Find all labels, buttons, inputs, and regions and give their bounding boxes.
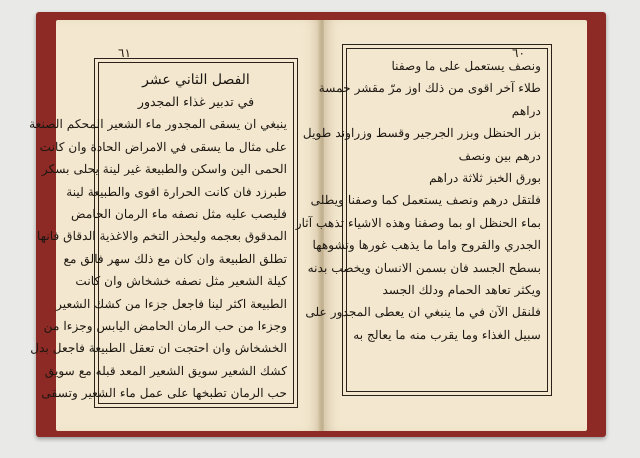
text-line: طبرزد فان كانت الحرارة اقوى والطبيعة لينة — [66, 184, 287, 199]
chapter-subheading: في تدبير غذاء المجدور — [137, 94, 255, 109]
text-line: المدقوق بعجمه وليحذر التخم والاغذية الدقاق فانها — [37, 229, 287, 244]
text-line: فليصب عليه مثل نصفه ماء الرمان الحامض — [70, 207, 287, 222]
text-line: الجدري والقروح واما ما يذهب غورها وتشوهها — [312, 238, 541, 253]
text-line: بورق الخبز ثلاثة دراهم — [429, 171, 541, 186]
text-line: ونصف يستعمل على ما وصفنا — [391, 59, 541, 73]
text-line: كشك الشعير سويق الشعير المعد قبله مع سويق — [44, 363, 287, 378]
text-line: بسطح الجسد فان بسمن الانسان ويخصب بدنه — [307, 260, 541, 275]
text-line: بزر الحنظل وبزر الجرجير وقسط وزراوند طويل — [302, 126, 541, 141]
text-line: ويكثر تعاهد الحمام ودلك الجسد — [382, 283, 541, 298]
page-text — [29, 69, 287, 401]
text-line: الحمى الين واسكن والطبيعة غير لينة يحلى بسكر — [41, 162, 287, 177]
text-line: وجزءا من حب الرمان الحامض اليابس وجزءا من — [43, 319, 287, 334]
text-line: دراهم — [511, 103, 541, 118]
text-frame — [295, 44, 552, 396]
text-line: تطلق الطبيعة وان كان مع ذلك سهر فالق مع — [63, 251, 287, 266]
text-line: الطبيعة اكثر لينا فاجعل جزءا من كشك الشعير — [56, 296, 287, 311]
text-line: ينبغي ان يسقى المجدور ماء الشعير المحكم الصنعة — [29, 117, 287, 132]
text-line: حب الرمان تطبخها على عمل ماء الشعير وتسقى — [41, 386, 287, 401]
text-line: درهم بين ونصف — [458, 148, 541, 163]
right-page — [295, 20, 587, 431]
text-line: بماء الحنظل او بما وصفنا وهذه الاشياء تذهب آثار — [295, 215, 541, 230]
page-text — [295, 55, 541, 387]
chapter-heading: الفصل الثاني عشر — [142, 72, 250, 88]
text-line: الخشخاش وان احتجت ان تعقل الطبيعة فاجعل بدل — [30, 341, 287, 356]
text-line: كيلة الشعير مثل نصفه خشخاش وان كانت — [75, 274, 287, 289]
text-line: فلتقل درهم ونصف يستعمل كما وصفنا ويطلى — [310, 193, 541, 208]
text-frame — [29, 58, 298, 408]
text-line: فلنقل الآن في ما ينبغي ان يعطى المجدور على — [305, 305, 541, 320]
page-number: ٦٠ — [512, 46, 525, 60]
text-line: سبيل الغذاء وما يقرب منه ما يعالج به — [353, 327, 541, 342]
left-page — [29, 20, 320, 431]
page-number: ٦١ — [118, 46, 131, 60]
text-line: طلاء آخر اقوى من ذلك اوز مرّ مقشر خمسة — [318, 81, 541, 96]
text-line: على مثال ما يسقى في الامراض الحادة وان كانت — [39, 139, 287, 154]
